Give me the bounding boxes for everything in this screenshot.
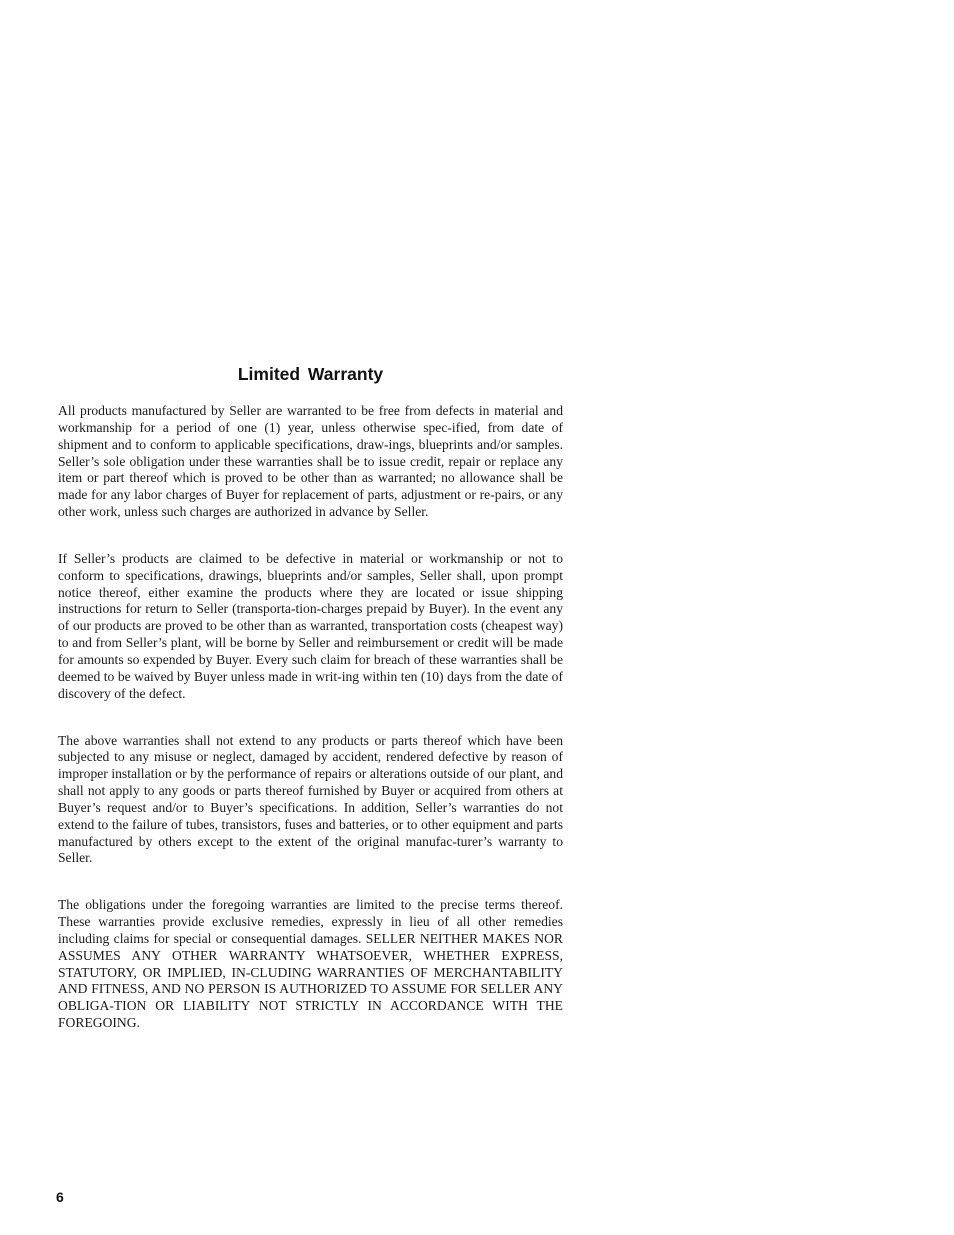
warranty-paragraph-coverage: All products manufactured by Seller are warranted to be free from defects in material and workmanship for a period of one (1) year, unless otherwise spec-ified, from date of shipment and to conform to applicable specifications, draw-ings, blueprints and/or samples. Seller’s sole obligation under these warranties shall be to issue credit, repair or replace any item or part thereof which is proved to be other than as warranted; no allowance shall be made for any labor charges of Buyer for replacement of parts, adjustment or re-pairs, or any other work, unless such charges are authorized in advance by Seller. xyxy=(58,403,563,520)
warranty-paragraph-limitations: The obligations under the foregoing warranties are limited to the precise terms thereof. These warranties provide exclusive remedies, expressly in lieu of all other remedies including claims for special or consequential damages. SELLER NEITHER MAKES NOR ASSUMES ANY OTHER WARRANTY WHATSOEVER, WHETHER EXPRESS, STATUTORY, OR IMPLIED, IN-CLUDING WARRANTIES OF MERCHANTABILITY AND FITNESS, AND NO PERSON IS AUTHORIZED TO ASSUME FOR SELLER ANY OBLIGA-TION OR LIABILITY NOT STRICTLY IN ACCORDANCE WITH THE FOREGOING. xyxy=(58,897,563,1031)
warranty-section xyxy=(58,362,563,1032)
page-title: Limited Warranty xyxy=(237,364,384,384)
page-number: 6 xyxy=(56,1189,64,1205)
warranty-paragraph-claims: If Seller’s products are claimed to be defective in material or workmanship or not to conform to specifications, drawings, blueprints and/or samples, Seller shall, upon prompt notice thereof, either examine the products where they are located or issue shipping instructions for return to Seller (transporta-tion-charges prepaid by Buyer). In the event any of our products are proved to be other than as warranted, transportation costs (cheapest way) to and from Seller’s plant, will be borne by Seller and reimbursement or credit will be made for amounts so expended by Buyer. Every such claim for breach of these warranties shall be deemed to be waived by Buyer unless made in writ-ing within ten (10) days from the date of discovery of the defect. xyxy=(58,550,563,701)
warranty-paragraph-exclusions: The above warranties shall not extend to any products or parts thereof which have been subjected to any misuse or neglect, damaged by accident, rendered defective by reason of improper installation or by the performance of repairs or alterations outside of our plant, and shall not apply to any goods or parts thereof furnished by Buyer or acquired from others at Buyer’s request and/or to Buyer’s specifications. In addition, Seller’s warranties do not extend to the failure of tubes, transistors, fuses and batteries, or to other equipment and parts manufactured by others except to the extent of the original manufac-turer’s warranty to Seller. xyxy=(58,732,563,866)
